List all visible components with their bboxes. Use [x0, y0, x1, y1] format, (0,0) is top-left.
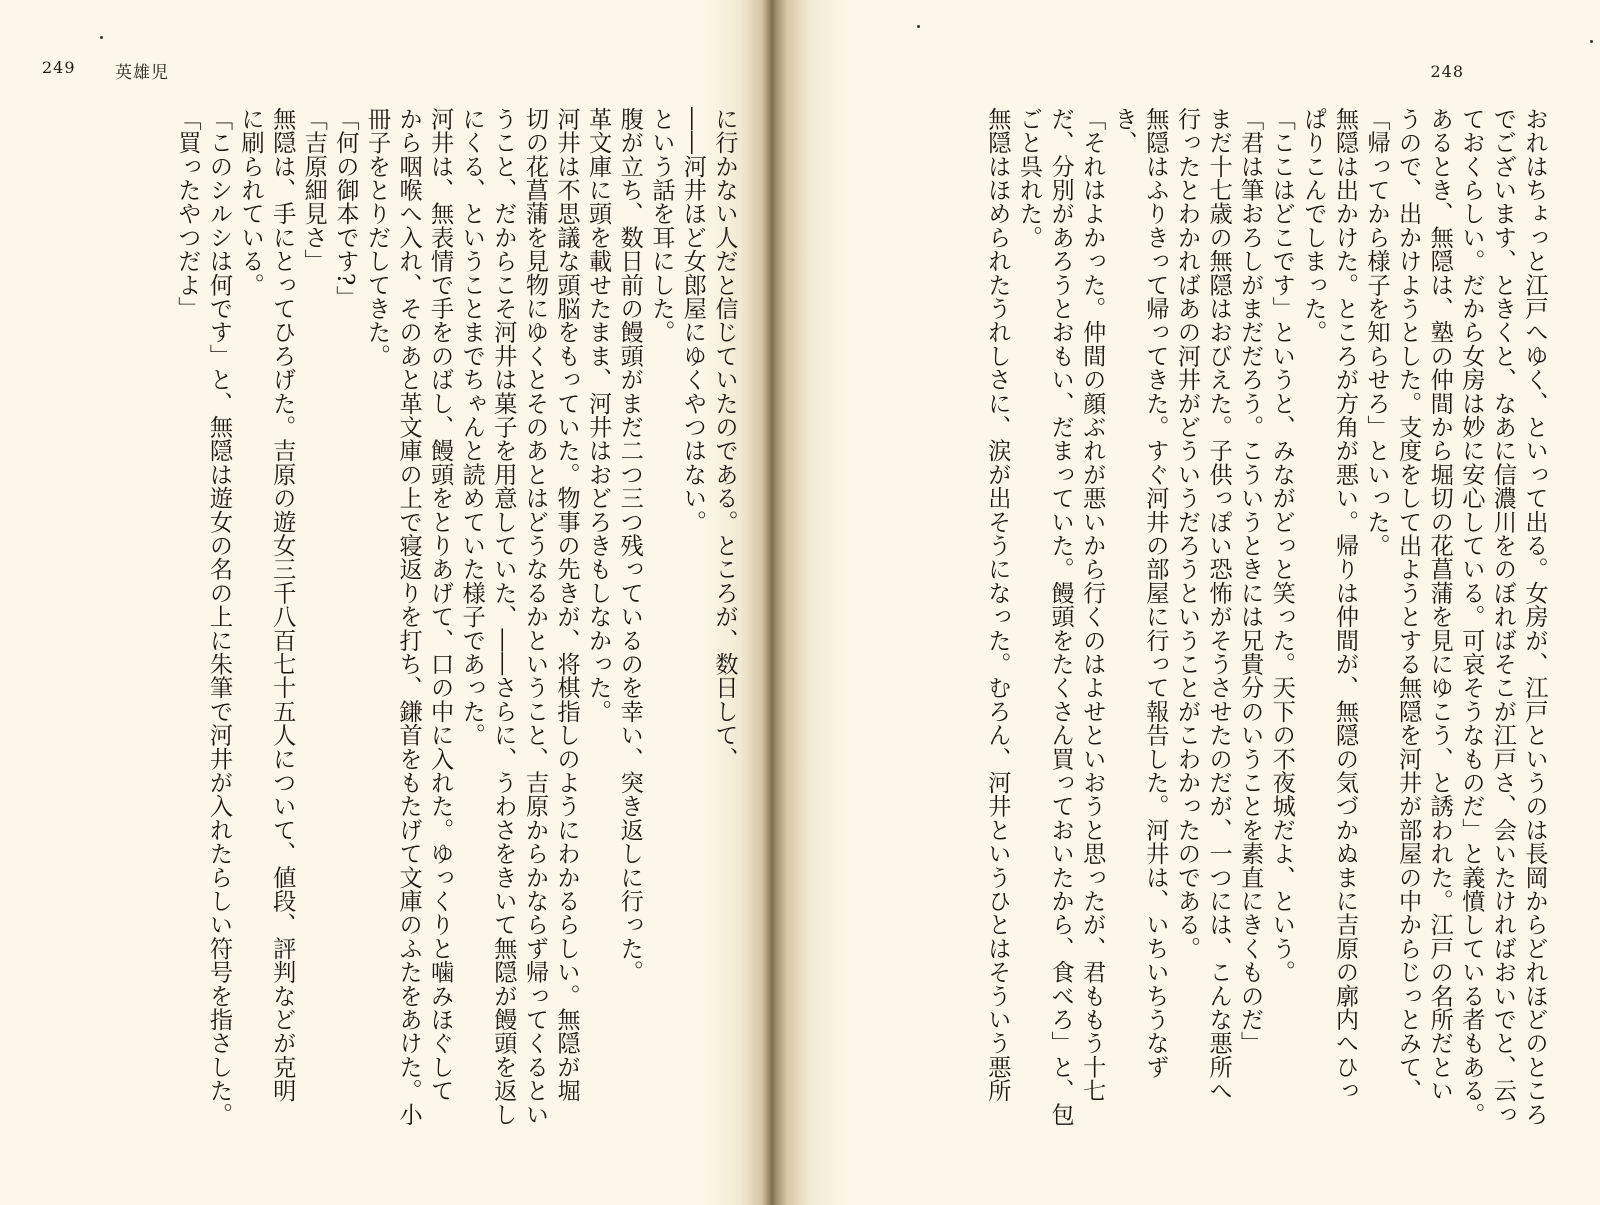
text-line: 無隠はほめられたうれしさに、涙が出そうになった。むろん、河井というひとはそういう悪所 [983, 107, 1011, 1103]
text-line: 「何の御本です?」 [331, 107, 359, 310]
text-line: という話を耳にした。 [647, 107, 675, 344]
print-speck [100, 36, 103, 39]
running-title: 英雄児 [115, 63, 169, 83]
print-speck [1590, 40, 1593, 43]
print-speck [917, 25, 920, 28]
text-line: 「このシルシは何です」と、無隠は遊女の名の上に朱筆で河井が入れたらしい符号を指さした。 [205, 107, 233, 1127]
text-line: 「それはよかった。仲間の顔ぶれが悪いから行くのはよせといおうと思ったが、君ももう十七 [1078, 107, 1106, 1103]
text-line: あるとき、無隠は、塾の仲間から堀切の花菖蒲を見にゆこう、と誘われた。江戸の名所だとい [1426, 107, 1454, 1103]
text-line: 「君は筆おろしがまだだろう。こういうときには兄貴分のいうことを素直にきくものだ」 [1236, 107, 1264, 1055]
text-line: から咽喉へ入れ、そのあと革文庫の上で寝返りを打ち、鎌首をもたげて文庫のふたをあけた。小 [395, 107, 423, 1127]
text-line: 河井は、無表情で手をのばし、饅頭をとりあげて、口の中に入れた。ゆっくりと噛みほぐして [426, 107, 454, 1103]
left-page-number: 249 [42, 58, 76, 77]
text-line: き、 [1110, 107, 1138, 155]
text-line: 「買ったやつだよ」 [173, 107, 201, 321]
text-line: 河井は不思議な頭脳をもっていた。物事の先きが、将棋指しのようにわかるらしい。無隠が堀 [553, 107, 581, 1103]
text-line: ごと呉れた。 [1015, 107, 1043, 250]
text-line: 切の花菖蒲を見物にゆくとそのあとはどうなるかということ、吉原からかならず帰ってくるとい [521, 107, 549, 1127]
left-page [0, 0, 770, 1205]
right-page [770, 0, 1600, 1205]
text-line: うこと、だからこそ河井は菓子を用意していた、――さらに、うわさをきいて無隠が饅頭を返し [489, 107, 517, 1127]
text-line: 「吉原細見さ」 [300, 107, 328, 273]
right-page-number: 248 [1430, 62, 1464, 81]
left-page-body [28, 107, 740, 1197]
text-line: 「帰ってから様子を知らせろ」といった。 [1363, 107, 1391, 558]
text-line: おれはちょっと江戸へゆく、といって出る。女房が、江戸というのは長岡からどれほどのところ [1521, 107, 1548, 1127]
text-line: に刷られている。 [237, 107, 265, 297]
text-line: 無隠は出かけた。ところが方角が悪い。帰りは仲間が、無隠の気づかぬまに吉原の廓内へひっ [1331, 107, 1359, 1103]
text-line: 冊子をとりだしてきた。 [363, 107, 391, 368]
text-line: 革文庫に頭を載せたまま、河井はおどろきもしなかった。 [584, 107, 612, 724]
text-line: ぱりこんでしまった。 [1299, 107, 1327, 344]
right-page-body [790, 107, 1550, 1197]
text-line: 「ここはどこです」というと、みながどっと笑った。天下の不夜城だよ、という。 [1268, 107, 1296, 984]
text-line: だ、分別があろうとおもい、だまっていた。饅頭をたくさん買っておいたから、食べろ」と、包 [1047, 107, 1075, 1127]
text-line: 無隠は、手にとってひろげた。吉原の遊女三千八百七十五人について、値段、評判などが克明 [268, 107, 296, 1103]
text-line: 腹が立ち、数日前の饅頭がまだ二つ三つ残っているのを幸い、突き返しに行った。 [616, 107, 644, 984]
text-line: でございます、ときくと、なあに信濃川をのぼればそこが江戸さ、会いたければおいでと、云っ [1489, 107, 1517, 1127]
text-line: に行かない人だと信じていたのである。ところが、数日して、 [711, 107, 738, 771]
text-line: 無隠はふりきって帰ってきた。すぐ河井の部屋に行って報告した。河井は、いちいちうなず [1141, 107, 1169, 1079]
text-line: 行ったとわかればあの河井がどういうだろうということがこわかったのである。 [1173, 107, 1201, 961]
text-line: ――河井ほど女郎屋にゆくやつはない。 [679, 107, 707, 534]
text-line: ておくらしい。だから女房は妙に安心している。可哀そうなものだ」と義憤している者もある。 [1457, 107, 1485, 1127]
text-line: まだ十七歳の無隠はおびえた。子供っぽい恐怖がそうさせたのだが、一つには、こんな悪所へ [1205, 107, 1233, 1103]
text-line: にくる、ということまでちゃんと読めていた様子であった。 [458, 107, 486, 747]
text-line: うので、出かけようとした。支度をして出ようとする無隠を河井が部屋の中からじっとみて、 [1394, 107, 1422, 1103]
